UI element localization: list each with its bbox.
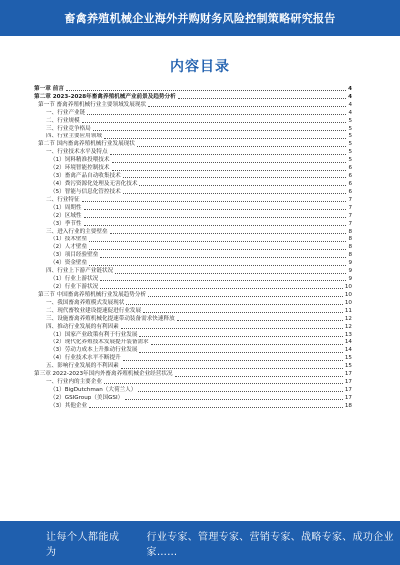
toc-entry-page: 8 <box>348 244 352 251</box>
toc-entry-page: 4 <box>348 93 352 100</box>
toc-entry-title: （1）技术壁垒 <box>50 236 88 243</box>
toc-leader-dots <box>82 201 347 202</box>
toc-entry[interactable] <box>34 259 352 267</box>
toc-entry[interactable] <box>34 283 352 291</box>
toc-entry-page: 17 <box>344 379 352 386</box>
toc-leader-dots <box>93 130 347 131</box>
toc-entry[interactable] <box>34 196 352 204</box>
toc-entry[interactable] <box>34 243 352 251</box>
footer-roles: 行业专家、管理专家、营销专家、战略专家、成功企业家…… <box>146 532 394 558</box>
toc-entry[interactable] <box>34 251 352 259</box>
toc-entry[interactable] <box>34 331 352 339</box>
toc-entry-page: 4 <box>348 109 352 116</box>
header-bar <box>0 0 400 36</box>
toc-entry-title: 第三节 中国畜禽养殖机械行业发展趋势分析 <box>38 291 147 298</box>
toc-entry[interactable] <box>34 323 352 331</box>
toc-entry-title: （1）周期性 <box>50 204 82 211</box>
toc-entry-title: （2）人才壁垒 <box>50 244 88 251</box>
toc-entry-page: 12 <box>344 323 352 330</box>
toc-entry-page: 17 <box>344 394 352 401</box>
toc-entry-page: 10 <box>344 291 352 298</box>
toc-entry[interactable] <box>34 93 352 101</box>
toc-entry[interactable] <box>34 180 352 188</box>
toc-entry-title: 一、行业产业链 <box>46 109 86 116</box>
toc-entry-page: 5 <box>348 133 352 140</box>
toc-entry[interactable] <box>34 267 352 275</box>
toc-entry[interactable] <box>34 204 352 212</box>
toc-entry-page: 6 <box>348 188 352 195</box>
toc-entry[interactable] <box>34 307 352 315</box>
toc-entry-page: 4 <box>348 101 352 108</box>
toc-leader-dots <box>115 273 346 274</box>
toc-entry-title: 二、现代畜牧业建设提速促进行业发展 <box>46 307 142 314</box>
toc-entry[interactable] <box>34 85 352 93</box>
toc-entry-title: （2）现代化养殖技术发展提升装备需求 <box>50 339 149 346</box>
toc-leader-dots <box>84 209 347 210</box>
toc-leader-dots <box>143 312 343 313</box>
toc-entry[interactable] <box>34 291 352 299</box>
toc-leader-dots <box>123 193 347 194</box>
toc-entry[interactable] <box>34 346 352 354</box>
toc-leader-dots <box>148 296 343 297</box>
toc-entry[interactable] <box>34 156 352 164</box>
toc-entry-title: （3）其他企业 <box>50 402 88 409</box>
toc-entry-page: 8 <box>348 236 352 243</box>
toc-entry-title: 四、行业上下游产业链状况 <box>46 268 114 275</box>
toc-entry[interactable] <box>34 101 352 109</box>
toc-entry-title: 四、推动行业发展的有利因素 <box>46 323 119 330</box>
toc-entry-title: 三、设施畜禽养殖机械化提速带动装备需求快速释放 <box>46 315 175 322</box>
toc-entry-title: （1）国家产业政策有利于行业发展 <box>50 331 138 338</box>
toc-leader-dots <box>82 122 347 123</box>
toc-entry-page: 10 <box>344 283 352 290</box>
toc-leader-dots <box>112 162 347 163</box>
toc-entry[interactable] <box>34 275 352 283</box>
toc-entry-page: 10 <box>344 299 352 306</box>
toc-entry-page: 17 <box>344 386 352 393</box>
toc-leader-dots <box>121 368 343 369</box>
toc-leader-dots <box>148 106 346 107</box>
toc-entry[interactable] <box>34 236 352 244</box>
toc-leader-dots <box>138 391 343 392</box>
toc-entry[interactable] <box>34 220 352 228</box>
toc-entry-title: 第一章 前言 <box>34 85 64 92</box>
toc-entry-title: （4）粪污资源化处理及无害化技术 <box>50 180 138 187</box>
toc-entry[interactable] <box>34 339 352 347</box>
footer-slogan: 让每个人都能成为 <box>46 532 120 558</box>
toc-entry[interactable] <box>34 394 352 402</box>
toc-entry-title: 第一节 畜禽养殖机械行业主要领域发展现状 <box>38 101 147 108</box>
toc-entry[interactable] <box>34 133 352 141</box>
toc-entry-title: 二、行业特征 <box>46 196 80 203</box>
toc-leader-dots <box>89 265 346 266</box>
toc-leader-dots <box>139 336 342 337</box>
toc-entry[interactable] <box>34 117 352 125</box>
toc-entry-title: （2）区域性 <box>50 212 82 219</box>
toc-leader-dots <box>84 217 347 218</box>
toc-entry-page: 14 <box>344 339 352 346</box>
toc-entry-title: 第三章 2022-2023年国内外畜禽养殖机械企业经营状况 <box>34 371 173 378</box>
toc-entry[interactable] <box>34 109 352 117</box>
toc-entry-page: 9 <box>348 276 352 283</box>
toc-entry-title: 三、行业竞争格局 <box>46 125 91 132</box>
toc-leader-dots <box>89 249 346 250</box>
toc-leader-dots <box>100 280 346 281</box>
toc-entry-page: 5 <box>348 125 352 132</box>
table-of-contents <box>34 85 352 410</box>
toc-leader-dots <box>175 376 343 377</box>
toc-entry-page: 6 <box>348 180 352 187</box>
toc-leader-dots <box>89 241 346 242</box>
toc-entry-title: （4）资金壁垒 <box>50 260 88 267</box>
toc-entry[interactable] <box>34 164 352 172</box>
toc-entry[interactable] <box>34 228 352 236</box>
toc-entry-page: 12 <box>344 315 352 322</box>
toc-entry-page: 4 <box>348 85 352 92</box>
toc-entry-title: 四、行业主要应用领域 <box>46 133 102 140</box>
toc-leader-dots <box>100 257 346 258</box>
toc-entry-title: 一、行业技术水平及特点 <box>46 149 108 156</box>
toc-entry-title: （4）行业技术水平不断提升 <box>50 355 121 362</box>
toc-entry-title: 一、我国畜禽养殖模式发展现状 <box>46 299 125 306</box>
toc-leader-dots <box>178 98 346 99</box>
toc-entry-title: 一、行业内的主要企业 <box>46 379 102 386</box>
toc-leader-dots <box>123 177 347 178</box>
report-title: 畜禽养殖机械企业海外并购财务风险控制策略研究报告 <box>64 12 336 25</box>
toc-entry-title: （2）行业下游状况 <box>50 283 99 290</box>
toc-entry-page: 5 <box>348 141 352 148</box>
toc-entry[interactable] <box>34 370 352 378</box>
toc-entry[interactable] <box>34 378 352 386</box>
toc-entry-title: 三、进入行业的主要壁垒 <box>46 228 108 235</box>
toc-entry[interactable] <box>34 148 352 156</box>
toc-entry-page: 5 <box>348 157 352 164</box>
toc-entry-title: （3）季节性 <box>50 220 82 227</box>
toc-entry-title: （3）畜禽产品自动收集技术 <box>50 173 121 180</box>
toc-entry-page: 5 <box>348 149 352 156</box>
toc-entry-page: 15 <box>344 363 352 370</box>
toc-entry[interactable] <box>34 299 352 307</box>
toc-leader-dots <box>66 90 346 91</box>
toc-entry-title: （1）BigDutchman（大荷兰人） <box>50 386 137 393</box>
toc-entry-page: 15 <box>344 355 352 362</box>
toc-entry-title: （2）环境智能控制技术 <box>50 165 110 172</box>
toc-entry-page: 18 <box>344 402 352 409</box>
toc-entry-page: 17 <box>344 371 352 378</box>
toc-entry-title: （1）行业上游状况 <box>50 276 99 283</box>
toc-leader-dots <box>139 185 346 186</box>
toc-leader-dots <box>137 146 347 147</box>
toc-leader-dots <box>123 360 343 361</box>
toc-entry[interactable] <box>34 362 352 370</box>
toc-leader-dots <box>112 170 347 171</box>
toc-entry-title: （5）智能与信息化管控技术 <box>50 188 121 195</box>
toc-leader-dots <box>100 288 343 289</box>
toc-entry-page: 7 <box>348 196 352 203</box>
toc-entry-page: 6 <box>348 165 352 172</box>
toc-entry-page: 7 <box>348 204 352 211</box>
toc-leader-dots <box>104 138 346 139</box>
toc-entry[interactable] <box>34 140 352 148</box>
toc-entry-title: 五、影响行业发展的不利因素 <box>46 363 119 370</box>
toc-entry-page: 11 <box>344 307 352 314</box>
toc-leader-dots <box>139 352 342 353</box>
toc-entry-title: 二、行业规模 <box>46 117 80 124</box>
toc-entry-title: （2）GSIGroup（美国GSI） <box>50 394 124 401</box>
footer-bar <box>0 521 400 565</box>
toc-leader-dots <box>121 328 343 329</box>
toc-entry-page: 8 <box>348 228 352 235</box>
toc-entry-title: （3）项目经验壁垒 <box>50 252 99 259</box>
toc-entry[interactable] <box>34 315 352 323</box>
toc-leader-dots <box>104 383 343 384</box>
toc-leader-dots <box>125 399 343 400</box>
toc-entry-title: 第二章 2023-2028年畜禽养殖机械产业前景及趋势分析 <box>34 93 176 100</box>
toc-entry-page: 9 <box>348 268 352 275</box>
toc-leader-dots <box>110 154 347 155</box>
toc-entry[interactable] <box>34 172 352 180</box>
toc-entry[interactable] <box>34 212 352 220</box>
toc-leader-dots <box>110 233 347 234</box>
toc-entry-title: （3）劳动力成本上升推动行业发展 <box>50 347 138 354</box>
toc-entry-page: 14 <box>344 347 352 354</box>
toc-entry-page: 13 <box>344 331 352 338</box>
toc-entry-page: 6 <box>348 173 352 180</box>
toc-entry[interactable] <box>34 402 352 410</box>
toc-heading: 内容目录 <box>170 59 230 75</box>
toc-leader-dots <box>89 407 343 408</box>
toc-entry-page: 8 <box>348 252 352 259</box>
toc-leader-dots <box>151 344 343 345</box>
toc-leader-dots <box>87 114 346 115</box>
toc-leader-dots <box>177 320 343 321</box>
toc-entry[interactable] <box>34 354 352 362</box>
toc-leader-dots <box>126 304 343 305</box>
toc-entry[interactable] <box>34 386 352 394</box>
toc-entry-page: 7 <box>348 212 352 219</box>
toc-entry[interactable] <box>34 125 352 133</box>
toc-entry-page: 5 <box>348 117 352 124</box>
toc-entry[interactable] <box>34 188 352 196</box>
toc-entry-page: 7 <box>348 220 352 227</box>
toc-entry-title: （1）饲料精准投喂技术 <box>50 157 110 164</box>
toc-entry-page: 9 <box>348 260 352 267</box>
toc-entry-title: 第二节 国内畜禽养殖机械行业发展现状 <box>38 141 135 148</box>
toc-leader-dots <box>84 225 347 226</box>
